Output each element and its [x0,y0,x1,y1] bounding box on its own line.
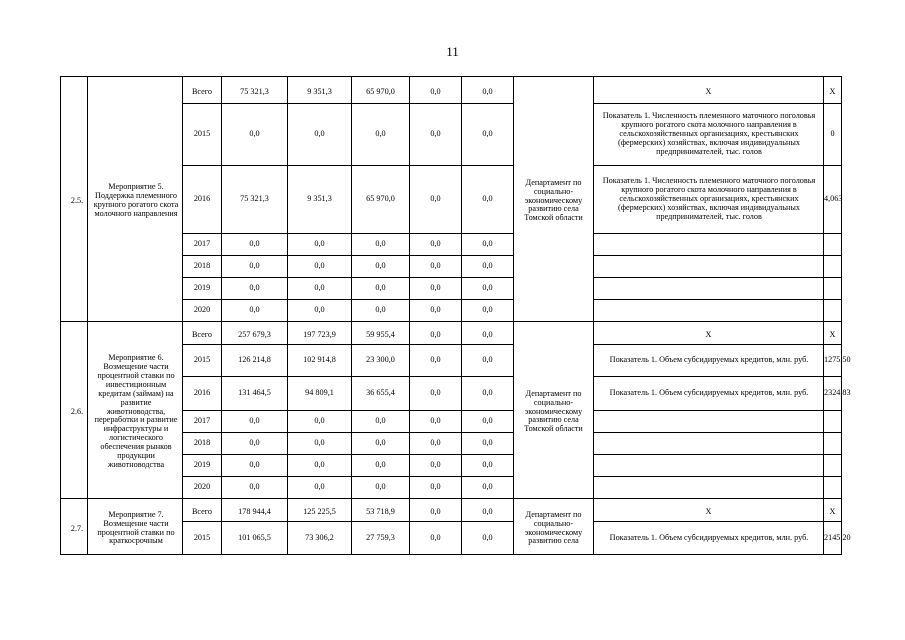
amount-federal: 125 225,5 [288,499,352,522]
section-number: 2.7. [61,499,88,555]
indicator-text: Показатель 1. Численность племенного маточного поголовья крупного рогатого скота молочного направления в сельскохозяйственных организациях, крестьянских (фермерских) хозяйствах, включая индивидуальных предпринимателей, тыс. голов [594,166,824,234]
amount-federal: 94 809,1 [288,377,352,411]
department: Департамент по социально-экономическому развитию села Томской области [514,77,594,322]
measure-name: Мероприятие 7. Возмещение части процентной ставки по краткосрочным [88,499,183,555]
indicator-target [824,411,842,433]
amount-total: 0,0 [222,300,288,322]
indicator-target [824,256,842,278]
table-row [61,322,842,345]
amount-total: 0,0 [222,256,288,278]
indicator-target: 4,063 [824,166,842,234]
amount-total: 126 214,8 [222,345,288,377]
amount-total: 131 464,5 [222,377,288,411]
table-row [61,77,842,104]
indicator-target [824,300,842,322]
amount-regional: 0,0 [352,256,410,278]
amount-regional: 23 300,0 [352,345,410,377]
year-cell: 2016 [183,166,222,234]
amount-federal: 0,0 [288,278,352,300]
amount-local: 0,0 [410,477,462,499]
amount-total: 257 679,3 [222,322,288,345]
year-cell: 2015 [183,345,222,377]
amount-federal: 0,0 [288,300,352,322]
amount-total: 75 321,3 [222,166,288,234]
year-cell: Всего [183,499,222,522]
indicator-target [824,477,842,499]
indicator-text [594,278,824,300]
amount-regional: 65 970,0 [352,166,410,234]
amount-other: 0,0 [462,322,514,345]
indicator-target: 2145,20 [824,522,842,555]
indicator-header: X [594,499,824,522]
year-cell: 2020 [183,300,222,322]
amount-other: 0,0 [462,499,514,522]
program-table [60,76,851,555]
amount-regional: 0,0 [352,433,410,455]
indicator-text [594,433,824,455]
amount-total: 0,0 [222,477,288,499]
amount-total: 75 321,3 [222,77,288,104]
amount-total: 0,0 [222,278,288,300]
amount-local: 0,0 [410,256,462,278]
amount-local: 0,0 [410,104,462,166]
amount-regional: 0,0 [352,477,410,499]
indicator-text: Показатель 1. Объем субсидируемых кредитов, млн. руб. [594,522,824,555]
amount-other: 0,0 [462,256,514,278]
amount-regional: 0,0 [352,300,410,322]
indicator-target [824,278,842,300]
indicator-header: X [594,322,824,345]
amount-other: 0,0 [462,300,514,322]
amount-regional: 53 718,9 [352,499,410,522]
indicator-target [824,234,842,256]
indicator-text [594,234,824,256]
indicator-text: Показатель 1. Объем субсидируемых кредитов, млн. руб. [594,345,824,377]
target-header: X [824,322,842,345]
amount-regional: 0,0 [352,278,410,300]
amount-regional: 0,0 [352,411,410,433]
indicator-target: 2324,83 [824,377,842,411]
year-cell: 2015 [183,104,222,166]
amount-local: 0,0 [410,522,462,555]
indicator-target: 1275,50 [824,345,842,377]
target-header: X [824,77,842,104]
amount-total: 0,0 [222,433,288,455]
amount-other: 0,0 [462,411,514,433]
target-header: X [824,499,842,522]
amount-regional: 0,0 [352,234,410,256]
amount-total: 0,0 [222,411,288,433]
year-cell: 2017 [183,411,222,433]
amount-federal: 0,0 [288,433,352,455]
amount-regional: 36 655,4 [352,377,410,411]
indicator-target [824,455,842,477]
amount-local: 0,0 [410,300,462,322]
amount-other: 0,0 [462,104,514,166]
measure-name: Мероприятие 6. Возмещение части процентной ставки по инвестиционным кредитам (займам) на развитие животноводства, переработки и развитие инфраструктуры и логистического обеспечения рынков продукции животноводства [88,322,183,499]
indicator-text: Показатель 1. Объем субсидируемых кредитов, млн. руб. [594,377,824,411]
amount-other: 0,0 [462,166,514,234]
year-cell: Всего [183,77,222,104]
amount-regional: 0,0 [352,455,410,477]
amount-local: 0,0 [410,345,462,377]
amount-other: 0,0 [462,234,514,256]
amount-regional: 0,0 [352,104,410,166]
indicator-text: Показатель 1. Численность племенного маточного поголовья крупного рогатого скота молочного направления в сельскохозяйственных организациях, крестьянских (фермерских) хозяйствах, включая индивидуальных предпринимателей, тыс. голов [594,104,824,166]
amount-federal: 9 351,3 [288,166,352,234]
measure-name: Мероприятие 5. Поддержка племенного крупного рогатого скота молочного направления [88,77,183,322]
indicator-text [594,455,824,477]
amount-local: 0,0 [410,166,462,234]
amount-other: 0,0 [462,278,514,300]
section-number: 2.6. [61,322,88,499]
amount-other: 0,0 [462,433,514,455]
amount-federal: 197 723,9 [288,322,352,345]
amount-local: 0,0 [410,77,462,104]
amount-federal: 0,0 [288,104,352,166]
amount-local: 0,0 [410,455,462,477]
amount-federal: 0,0 [288,256,352,278]
amount-federal: 0,0 [288,477,352,499]
amount-total: 0,0 [222,104,288,166]
page-number: 11 [446,44,459,59]
indicator-target: 0 [824,104,842,166]
amount-federal: 9 351,3 [288,77,352,104]
year-cell: 2019 [183,455,222,477]
department: Департамент по социально-экономическому развитию села [514,499,594,555]
year-cell: 2020 [183,477,222,499]
amount-federal: 0,0 [288,234,352,256]
amount-federal: 73 306,2 [288,522,352,555]
indicator-text [594,300,824,322]
amount-local: 0,0 [410,234,462,256]
amount-other: 0,0 [462,522,514,555]
amount-local: 0,0 [410,322,462,345]
amount-total: 101 065,5 [222,522,288,555]
amount-local: 0,0 [410,411,462,433]
amount-other: 0,0 [462,77,514,104]
table-row [61,499,842,522]
indicator-target [824,433,842,455]
amount-other: 0,0 [462,477,514,499]
year-cell: 2016 [183,377,222,411]
year-cell: 2019 [183,278,222,300]
amount-total: 0,0 [222,234,288,256]
year-cell: 2018 [183,433,222,455]
year-cell: 2018 [183,256,222,278]
amount-other: 0,0 [462,455,514,477]
section-number: 2.5. [61,77,88,322]
amount-regional: 59 955,4 [352,322,410,345]
amount-total: 178 944,4 [222,499,288,522]
amount-federal: 0,0 [288,411,352,433]
year-cell: Всего [183,322,222,345]
amount-regional: 65 970,0 [352,77,410,104]
amount-federal: 102 914,8 [288,345,352,377]
indicator-text [594,411,824,433]
amount-total: 0,0 [222,455,288,477]
amount-federal: 0,0 [288,455,352,477]
amount-other: 0,0 [462,345,514,377]
amount-other: 0,0 [462,377,514,411]
amount-local: 0,0 [410,278,462,300]
amount-local: 0,0 [410,499,462,522]
amount-regional: 27 759,3 [352,522,410,555]
indicator-text [594,477,824,499]
department: Департамент по социально-экономическому развитию села Томской области [514,322,594,499]
amount-local: 0,0 [410,377,462,411]
indicator-text [594,256,824,278]
year-cell: 2015 [183,522,222,555]
indicator-header: X [594,77,824,104]
year-cell: 2017 [183,234,222,256]
amount-local: 0,0 [410,433,462,455]
